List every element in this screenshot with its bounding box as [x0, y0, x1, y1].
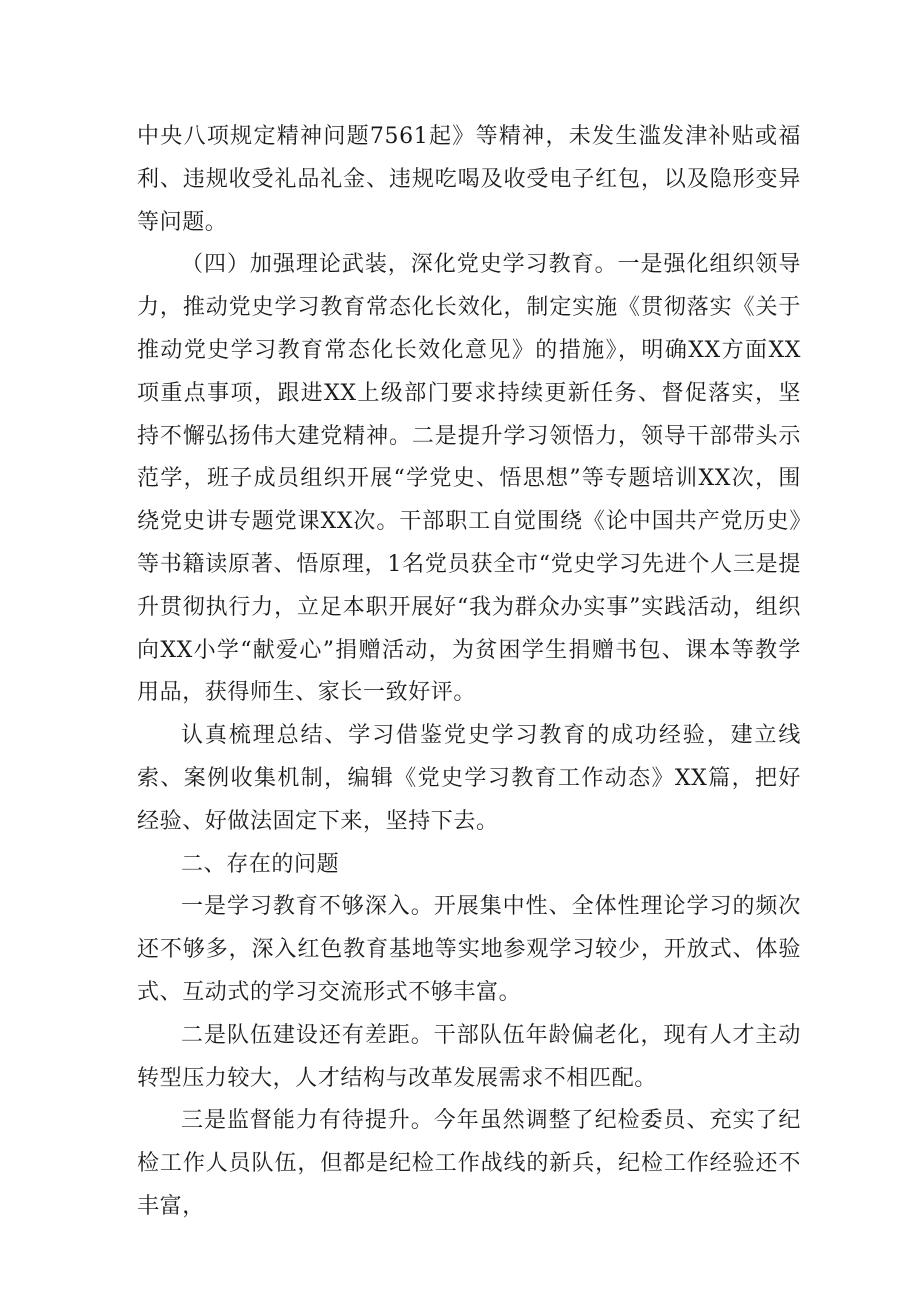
paragraph-continuation: 中央八项规定精神问题7561起》等精神，未发生滥发津补贴或福利、违规收受礼品礼金、违规吃喝及收受电子红包，以及隐形变异等问题。: [137, 124, 801, 235]
paragraph-theory-study: （四）加强理论武装，深化党史学习教育。一是强化组织领导力，推动党史学习教育常态化长效化，制定实施《贯彻落实《关于推动党史学习教育常态化长效化意见》的措施》，明确XX方面XX项重点事项，跟进XX上级部门要求持续更新任务、督促落实，坚持不懈弘扬伟大建党精神。二是提升学习领悟力，领导干部带头示范学，班子成员组织开展“学党史、悟思想”等专题培训XX次，围绕党史讲专题党课XX次。干部职工自觉围绕《论中国共产党历史》等书籍读原著、悟原理，1名党员获全市“党史学习先进个人三是提升贯彻执行力，立足本职开展好“我为群众办实事”实践活动，组织向XX小学“献爱心”捐赠活动，为贫困学生捐赠书包、课本等教学用品，获得师生、家长一致好评。: [137, 252, 801, 706]
paragraph-experience-summary: 认真梳理总结、学习借鉴党史学习教育的成功经验，建立线索、案例收集机制，编辑《党史学习教育工作动态》XX篇，把好经验、好做法固定下来，坚持下去。: [137, 723, 801, 834]
paragraph-problem-three: 三是监督能力有待提升。今年虽然调整了纪检委员、充实了纪检工作人员队伍，但都是纪检工作战线的新兵，纪检工作经验还不丰富，: [137, 1108, 801, 1219]
paragraph-problem-two: 二是队伍建设还有差距。干部队伍年龄偏老化，现有人才主动转型压力较大，人才结构与改革发展需求不相匹配。: [137, 1022, 801, 1091]
section-heading-problems: 二、存在的问题: [181, 851, 340, 877]
paragraph-problem-one: 一是学习教育不够深入。开展集中性、全体性理论学习的频次还不够多，深入红色教育基地等实地参观学习较少，开放式、体验式、互动式的学习交流形式不够丰富。: [137, 894, 801, 1005]
document-body: [137, 116, 801, 1229]
